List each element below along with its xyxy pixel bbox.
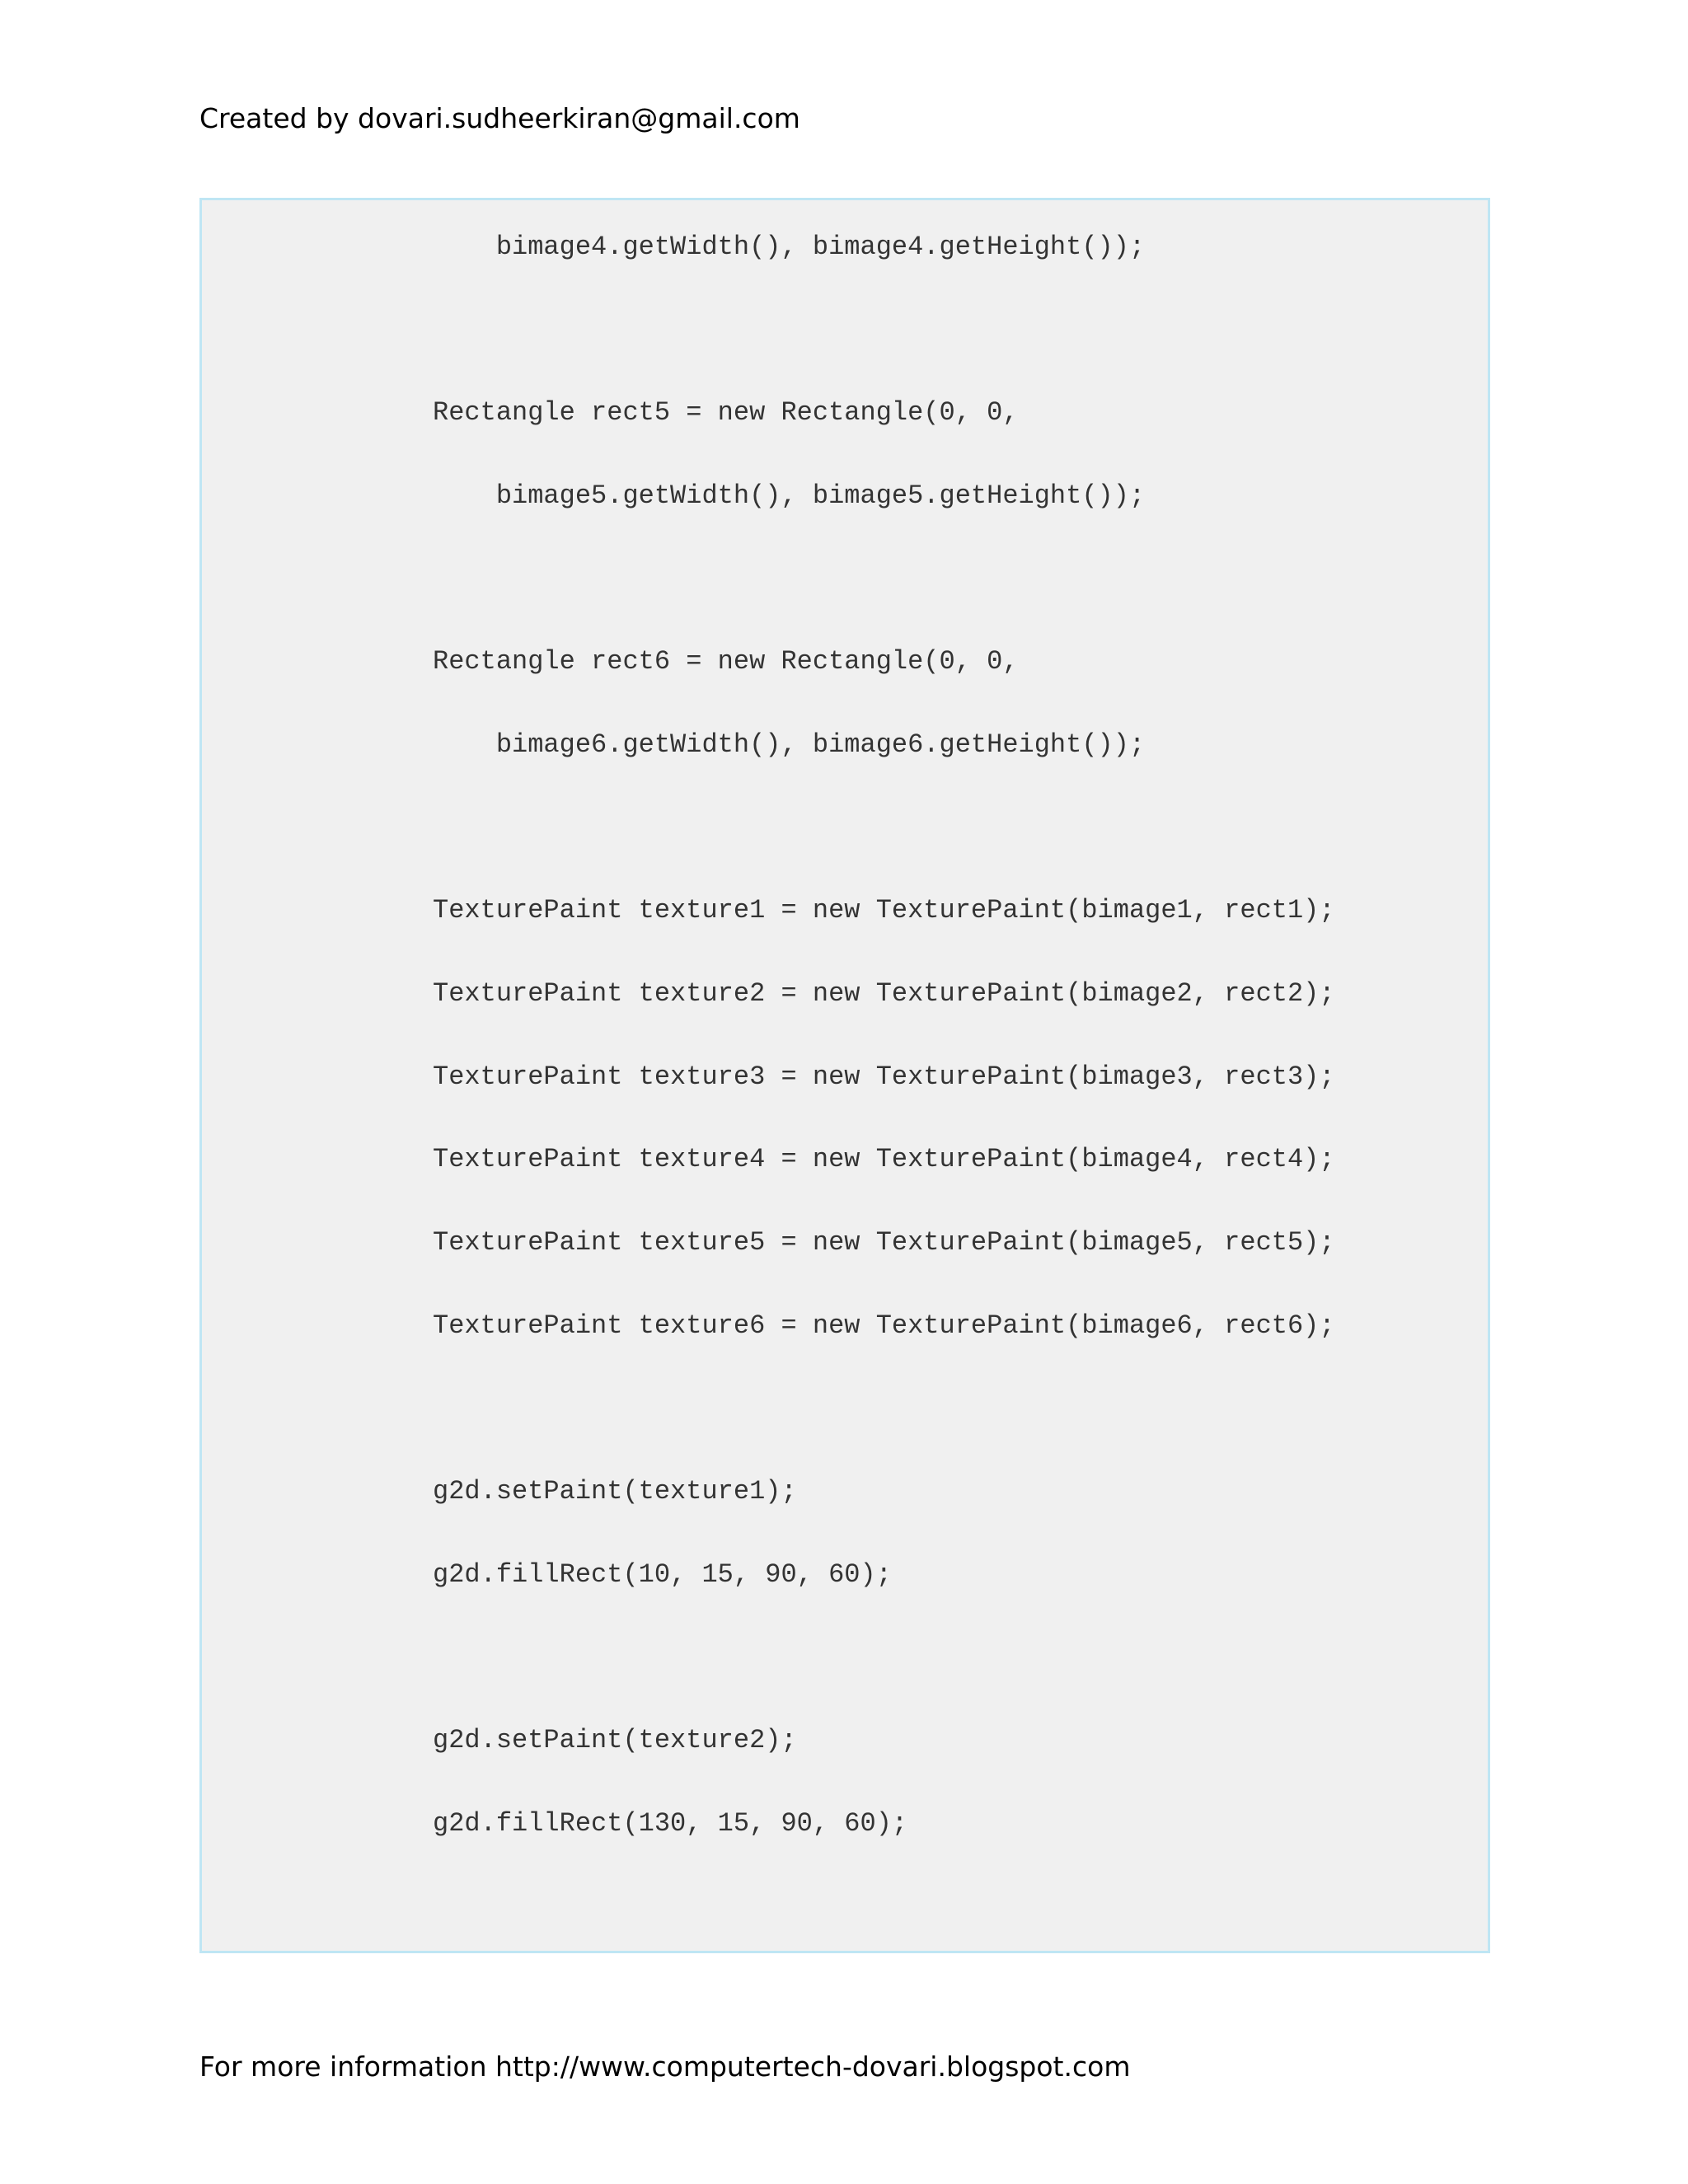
code-line: g2d.setPaint(texture2); [433,1725,797,1755]
code-line: bimage6.getWidth(), bimage6.getHeight()); [433,729,1146,760]
code-line: TexturePaint texture2 = new TexturePaint(bimage2, rect2); [433,978,1335,1009]
code-line: Rectangle rect5 = new Rectangle(0, 0, [433,397,1019,428]
code-line: Rectangle rect6 = new Rectangle(0, 0, [433,646,1019,677]
code-line: TexturePaint texture1 = new TexturePaint(bimage1, rect1); [433,895,1335,926]
code-line: g2d.fillRect(130, 15, 90, 60); [433,1808,908,1839]
code-line: g2d.fillRect(10, 15, 90, 60); [433,1559,892,1590]
code-line: TexturePaint texture6 = new TexturePaint(bimage6, rect6); [433,1310,1335,1341]
page-header: Created by dovari.sudheerkiran@gmail.com [199,102,800,134]
code-line: TexturePaint texture5 = new TexturePaint(bimage5, rect5); [433,1227,1335,1258]
code-line: bimage5.getWidth(), bimage5.getHeight()); [433,480,1146,511]
code-block [199,198,1490,1953]
code-lines [202,200,1488,1951]
code-line: TexturePaint texture3 = new TexturePaint(bimage3, rect3); [433,1062,1335,1092]
code-line: bimage4.getWidth(), bimage4.getHeight()); [433,232,1146,262]
page-footer: For more information http://www.computertech-dovari.blogspot.com [199,2050,1131,2083]
code-line: TexturePaint texture4 = new TexturePaint(bimage4, rect4); [433,1144,1335,1174]
code-line: g2d.setPaint(texture1); [433,1476,797,1507]
